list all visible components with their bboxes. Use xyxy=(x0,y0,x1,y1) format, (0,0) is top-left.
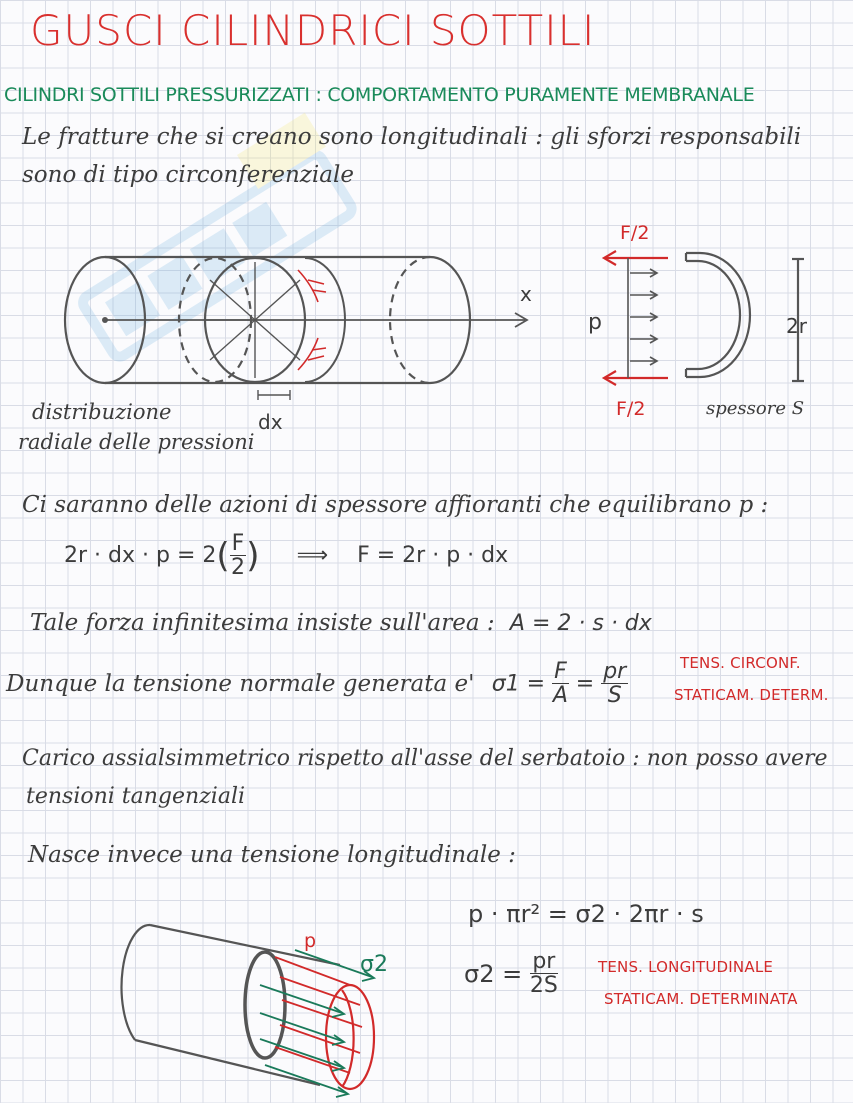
force-bottom-label: F/2 xyxy=(616,398,646,420)
section-subtitle: CILINDRI SOTTILI PRESSURIZZATI : COMPORTAMENTO PURAMENTE MEMBRANALE xyxy=(4,84,755,106)
axisymmetric-line-1: Carico assialsimmetrico rispetto all'asse del serbatoio : non posso avere xyxy=(22,746,828,771)
fig1-caption-line-1: distribuzione xyxy=(32,400,172,424)
page-title: GUSCI CILINDRICI SOTTILI xyxy=(30,6,596,55)
fig1-caption-line-2: radiale delle pressioni xyxy=(18,430,255,454)
eq-fraction: $\frac{F}{2}$ xyxy=(230,531,245,581)
circumferential-note-line-1: TENS. CIRCONF. xyxy=(680,654,801,672)
force-top-label: F/2 xyxy=(620,222,650,244)
thickness-caption: spessore S xyxy=(706,398,805,419)
normal-stress-text: Dunque la tensione normale generata e' σ1 = $\frac{F}{A}$ = $\frac{pr}{S}$ xyxy=(6,659,627,709)
dx-label: dx xyxy=(258,410,283,434)
area-equation: A = 2 · s · dx xyxy=(509,611,652,636)
longitudinal-stress-diagram xyxy=(110,905,410,1100)
fig2-pressure-label: p xyxy=(304,930,317,952)
eq-right: F = 2r · p · dx xyxy=(357,543,509,569)
sigma1-equation: σ1 = $\frac{F}{A}$ = $\frac{pr}{S}$ xyxy=(491,659,627,709)
fig2-sigma-label: σ2 xyxy=(360,952,388,977)
axisymmetric-line-2: tensioni tangenziali xyxy=(26,784,246,809)
axis-x-label: x xyxy=(520,282,532,306)
equilibrium-equation: 2r · dx · p = 2( $\frac{F}{2}$ ) ⟹ F = 2r · p · dx xyxy=(64,531,509,581)
equilibrium-text: Ci saranno delle azioni di spessore affioranti che equilibrano p : xyxy=(22,492,769,518)
intro-line-1: Le fratture che si creano sono longitudinali : gli sforzi responsabili xyxy=(22,124,802,150)
sigma2-equation: σ2 = $\frac{pr}{2S}$ xyxy=(464,949,558,999)
longitudinal-intro: Nasce invece una tensione longitudinale : xyxy=(28,842,516,868)
longitudinal-equilibrium-equation: p · πr² = σ2 · 2πr · s xyxy=(468,900,704,928)
pressure-label: p xyxy=(588,310,602,335)
cylinder-pressure-diagram xyxy=(50,240,550,400)
diameter-label: 2r xyxy=(786,314,807,338)
eq-left: 2r · dx · p = 2 xyxy=(64,543,217,569)
area-text: Tale forza infinitesima insiste sull'area : A = 2 · s · dx xyxy=(30,610,652,636)
circumferential-note-line-2: STATICAM. DETERM. xyxy=(674,686,829,704)
longitudinal-note-line-1: TENS. LONGITUDINALE xyxy=(598,958,774,976)
eq-arrow: ⟹ xyxy=(296,543,329,569)
longitudinal-note-line-2: STATICAM. DETERMINATA xyxy=(604,990,798,1008)
intro-line-2: sono di tipo circonferenziale xyxy=(22,162,354,188)
